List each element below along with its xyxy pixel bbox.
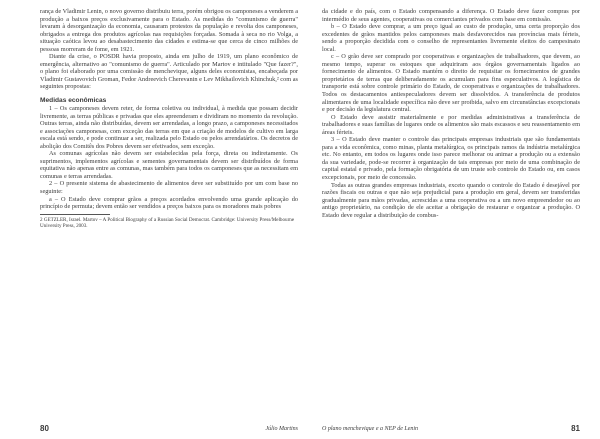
- running-head: O plano menchevique e a NEP de Lenin: [322, 426, 419, 432]
- right-paragraph-2: b – O Estado deve comprar, a um preço igual ao custo de produção, uma certa proporção dos excedentes de grãos mantidos pelos camponeses mais desfavorecidos nas províncias mais férteis, sendo a proporção decidida com o conselho de representantes livremente eleitos do campesinato local.: [322, 23, 580, 53]
- right-paragraph-6: Todas as outras grandes empresas industriais, exceto quando o controle do Estado é desejável por razões fiscais ou outras e que não seja prejudicial para a produção em geral, devem ser transferidas gradualmente para mãos privadas, acrescidas a uma cooperativa ou a um novo empreendedor ou ao antigo proprietário, na condição de ele aceitar a obrigação de restaurar e organizar a produção. O Estado deve regular a distribuição de combus-: [322, 181, 580, 219]
- left-page: [40, 8, 298, 434]
- right-paragraph-5: 3 – O Estado deve manter o controle das principais empresas industriais que são fundamentais para a vida econômica, como minas, planta metalúrgica, os principais ramos da indústria metalúrgica etc. No entanto, em todos os lugares onde isso parece melhorar ou animar a produção ou a extensão da sua variedade, pode-se recorrer à organização de tais empresas por meio de uma combinação de capital estatal e privado, pela formação obrigatória de um truste sob controle do Estado ou, em casos excepcionais, por meio de concessão.: [322, 136, 580, 182]
- left-footer: [40, 424, 298, 434]
- right-paragraph-1: da cidade e do país, com o Estado compensando a diferença. O Estado deve fazer compras por intermédio de seus agentes, cooperativas ou comerciantes privados com base em comissão.: [322, 8, 580, 23]
- section-heading: Medidas econômicas: [40, 97, 107, 105]
- left-paragraph-6: a – O Estado deve comprar grãos a preços acordados envolvendo uma grande aplicação do princípio de permuta; devem então ser vendidos a preços baixos para os moradores mais pobres: [40, 195, 298, 211]
- right-paragraph-3: c – O grão deve ser comprado por cooperativas e organizações de trabalhadores, que devem, ao mesmo tempo, superar os estoques que adquiriram aos órgãos governamentais ligados ao fornecimento de alimentos. O Estado mantém o direito de requisitar os fornecimentos de grandes proprietários de terras que deliberadamente os acumulam para fins especulativos. A logística de transporte está sobre controle primário do Estado, de cooperativas e organizações de trabalhadores. Todos os destacamentos antiespeculadores devem ser dissolvidos. A transferência de produtos alimentares de uma localidade específica não deve ser proibida, salvo em circunstâncias excepcionais e por decisão da legislatura central.: [322, 53, 580, 114]
- page-number: 80: [40, 424, 49, 433]
- left-paragraph-3: 1 – Os camponeses devem reter, de forma coletiva ou individual, à medida que possam decidir livremente, as terras públicas e privadas que eles apreenderam e dividiram no momento da revolução. Outras terras, ainda não distribuídas, devem ser arrendadas, a longo prazo, a camponeses necessitados e associações camponesas, com exceção das terras em que a criação de modelos de cultivo em larga escala está sendo, e pode continuar a ser, realizada pelo Estado ou pelos arrendatários. Os decretos de abolição dos Comitês dos Pobres devem ser efetivados, sem exceção.: [40, 105, 298, 150]
- left-paragraph-5: 2 – O presente sistema de abastecimento de alimentos deve ser substituído por um com base no seguinte:: [40, 180, 298, 196]
- running-head: Júlio Martins: [265, 426, 298, 432]
- right-page: [322, 8, 580, 434]
- left-paragraph-1: rança de Vladimir Lenin, o novo governo distribuiu terra, porém obrigou os camponeses a venderem a produção a baixos preços exclusivamente para o Estado. As medidas do "comunismo de guerra" levaram à desorganização da economia, causaram protestos da população e revolta dos camponeses, obrigados a entrega dos produtos agrícolas nas requisições forçadas. Somada à seca no rio Volga, a situação caótica levou ao desabastecimento das cidades e estima-se que cerca de cinco milhões de pessoas morreram de fome, em 1921.: [40, 8, 298, 53]
- right-paragraph-4: O Estado deve assistir materialmente e por medidas administrativas a transferência de trabalhadores e suas famílias de lugares onde os alimentos são mais escassos e seu reassentamento em áreas férteis.: [322, 113, 580, 136]
- left-paragraph-2: Diante da crise, o POSDR havia proposto, ainda em julho de 1919, um plano econômico de emergência, alternativo ao "comunismo de guerra". Articulado por Martov e intitulado "Que fazer?", o plano foi elaborado por uma comissão de menchevique, alguns deles economistas, encabeçada por Vladimir Gustavovich Groman, Fedor Andreevich Cherevanin e Lev Mikhailovich Khinchuk,² com as seguintes propostas:: [40, 53, 298, 91]
- right-footer: [322, 424, 580, 434]
- footnote: 2 GETZLER, Israel. Martov – A Political Biography of a Russian Social Democrat. Cambridge: University Press/Melbourne University Press, 2003.: [40, 216, 295, 229]
- page-number: 81: [571, 424, 580, 433]
- footnote-divider: [40, 214, 110, 215]
- left-paragraph-4: As comunas agrícolas não devem ser estabelecidas pela força, direta ou indiretamente. Os suprimentos, implementos agrícolas e sementes governamentais devem ser distribuídos de forma equitativa não apenas entre as comunas, mas também para todos os camponeses que as necessitam em comunas e terras arrendadas.: [40, 150, 298, 180]
